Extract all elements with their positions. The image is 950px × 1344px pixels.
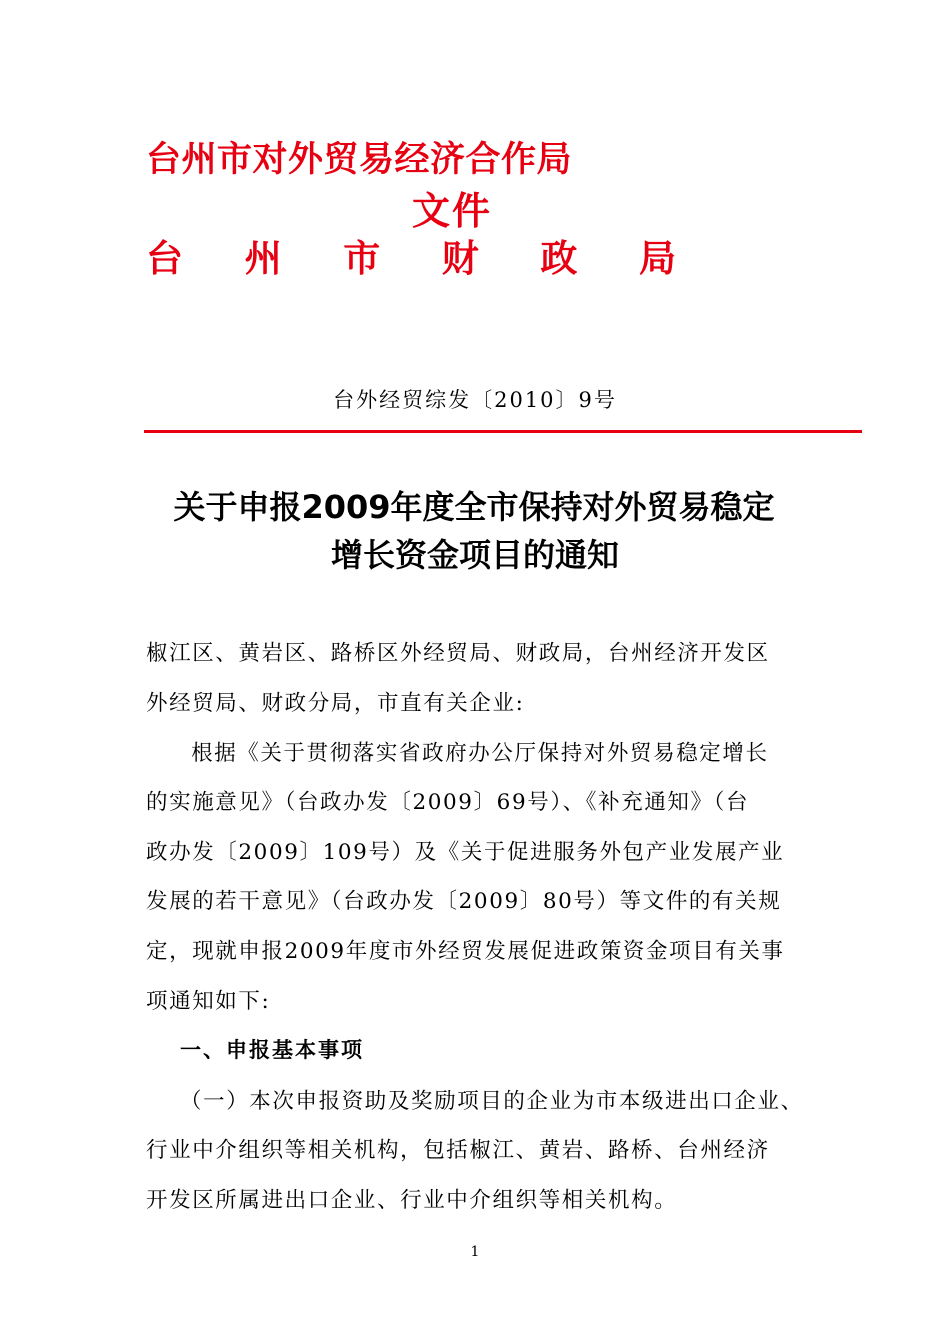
document-label: 文件 <box>412 189 493 233</box>
issuing-org-1: 台州市对外贸易经济合作局 <box>146 140 573 180</box>
issuing-org-2-char: 州 <box>244 237 282 280</box>
issuing-org-2-char: 局 <box>638 237 676 280</box>
issuing-org-2-char: 政 <box>540 237 578 280</box>
issuing-org-2 <box>146 228 676 282</box>
red-separator-rule <box>144 430 862 433</box>
document-number: 台外经贸综发〔2010〕9号 <box>333 388 617 412</box>
intro-line: 的实施意见》（台政办发〔2009〕69号）、《补充通知》（台 <box>146 790 750 815</box>
intro-line: 政办发〔2009〕109号）及《关于促进服务外包产业发展产业 <box>146 840 785 865</box>
document-title-line-2: 增长资金项目的通知 <box>330 536 619 574</box>
issuing-org-2-char: 财 <box>441 237 479 280</box>
document-title-line-1: 关于申报2009年度全市保持对外贸易稳定 <box>173 488 775 526</box>
intro-line: 发展的若干意见》（台政办发〔2009〕80号）等文件的有关规 <box>146 889 782 914</box>
intro-line: 根据《关于贯彻落实省政府办公厅保持对外贸易稳定增长 <box>168 741 769 766</box>
issuing-org-2-char: 台 <box>146 237 183 280</box>
section-1-line: （一）本次申报资助及奖励项目的企业为市本级进出口企业、 <box>180 1089 804 1114</box>
issuing-org-2-char: 市 <box>343 237 381 280</box>
section-1-line: 行业中介组织等相关机构，包括椒江、黄岩、路桥、台州经济 <box>146 1138 770 1163</box>
intro-line: 项通知如下: <box>146 989 271 1014</box>
page-number: 1 <box>470 1244 480 1260</box>
addressee-line: 椒江区、黄岩区、路桥区外经贸局、财政局，台州经济开发区 <box>146 641 770 666</box>
intro-line: 定，现就申报2009年度市外经贸发展促进政策资金项目有关事 <box>146 939 785 964</box>
addressee-line: 外经贸局、财政分局，市直有关企业: <box>146 691 525 716</box>
section-1-line: 开发区所属进出口企业、行业中介组织等相关机构。 <box>146 1188 678 1213</box>
section-1-heading: 一、申报基本事项 <box>180 1038 364 1062</box>
